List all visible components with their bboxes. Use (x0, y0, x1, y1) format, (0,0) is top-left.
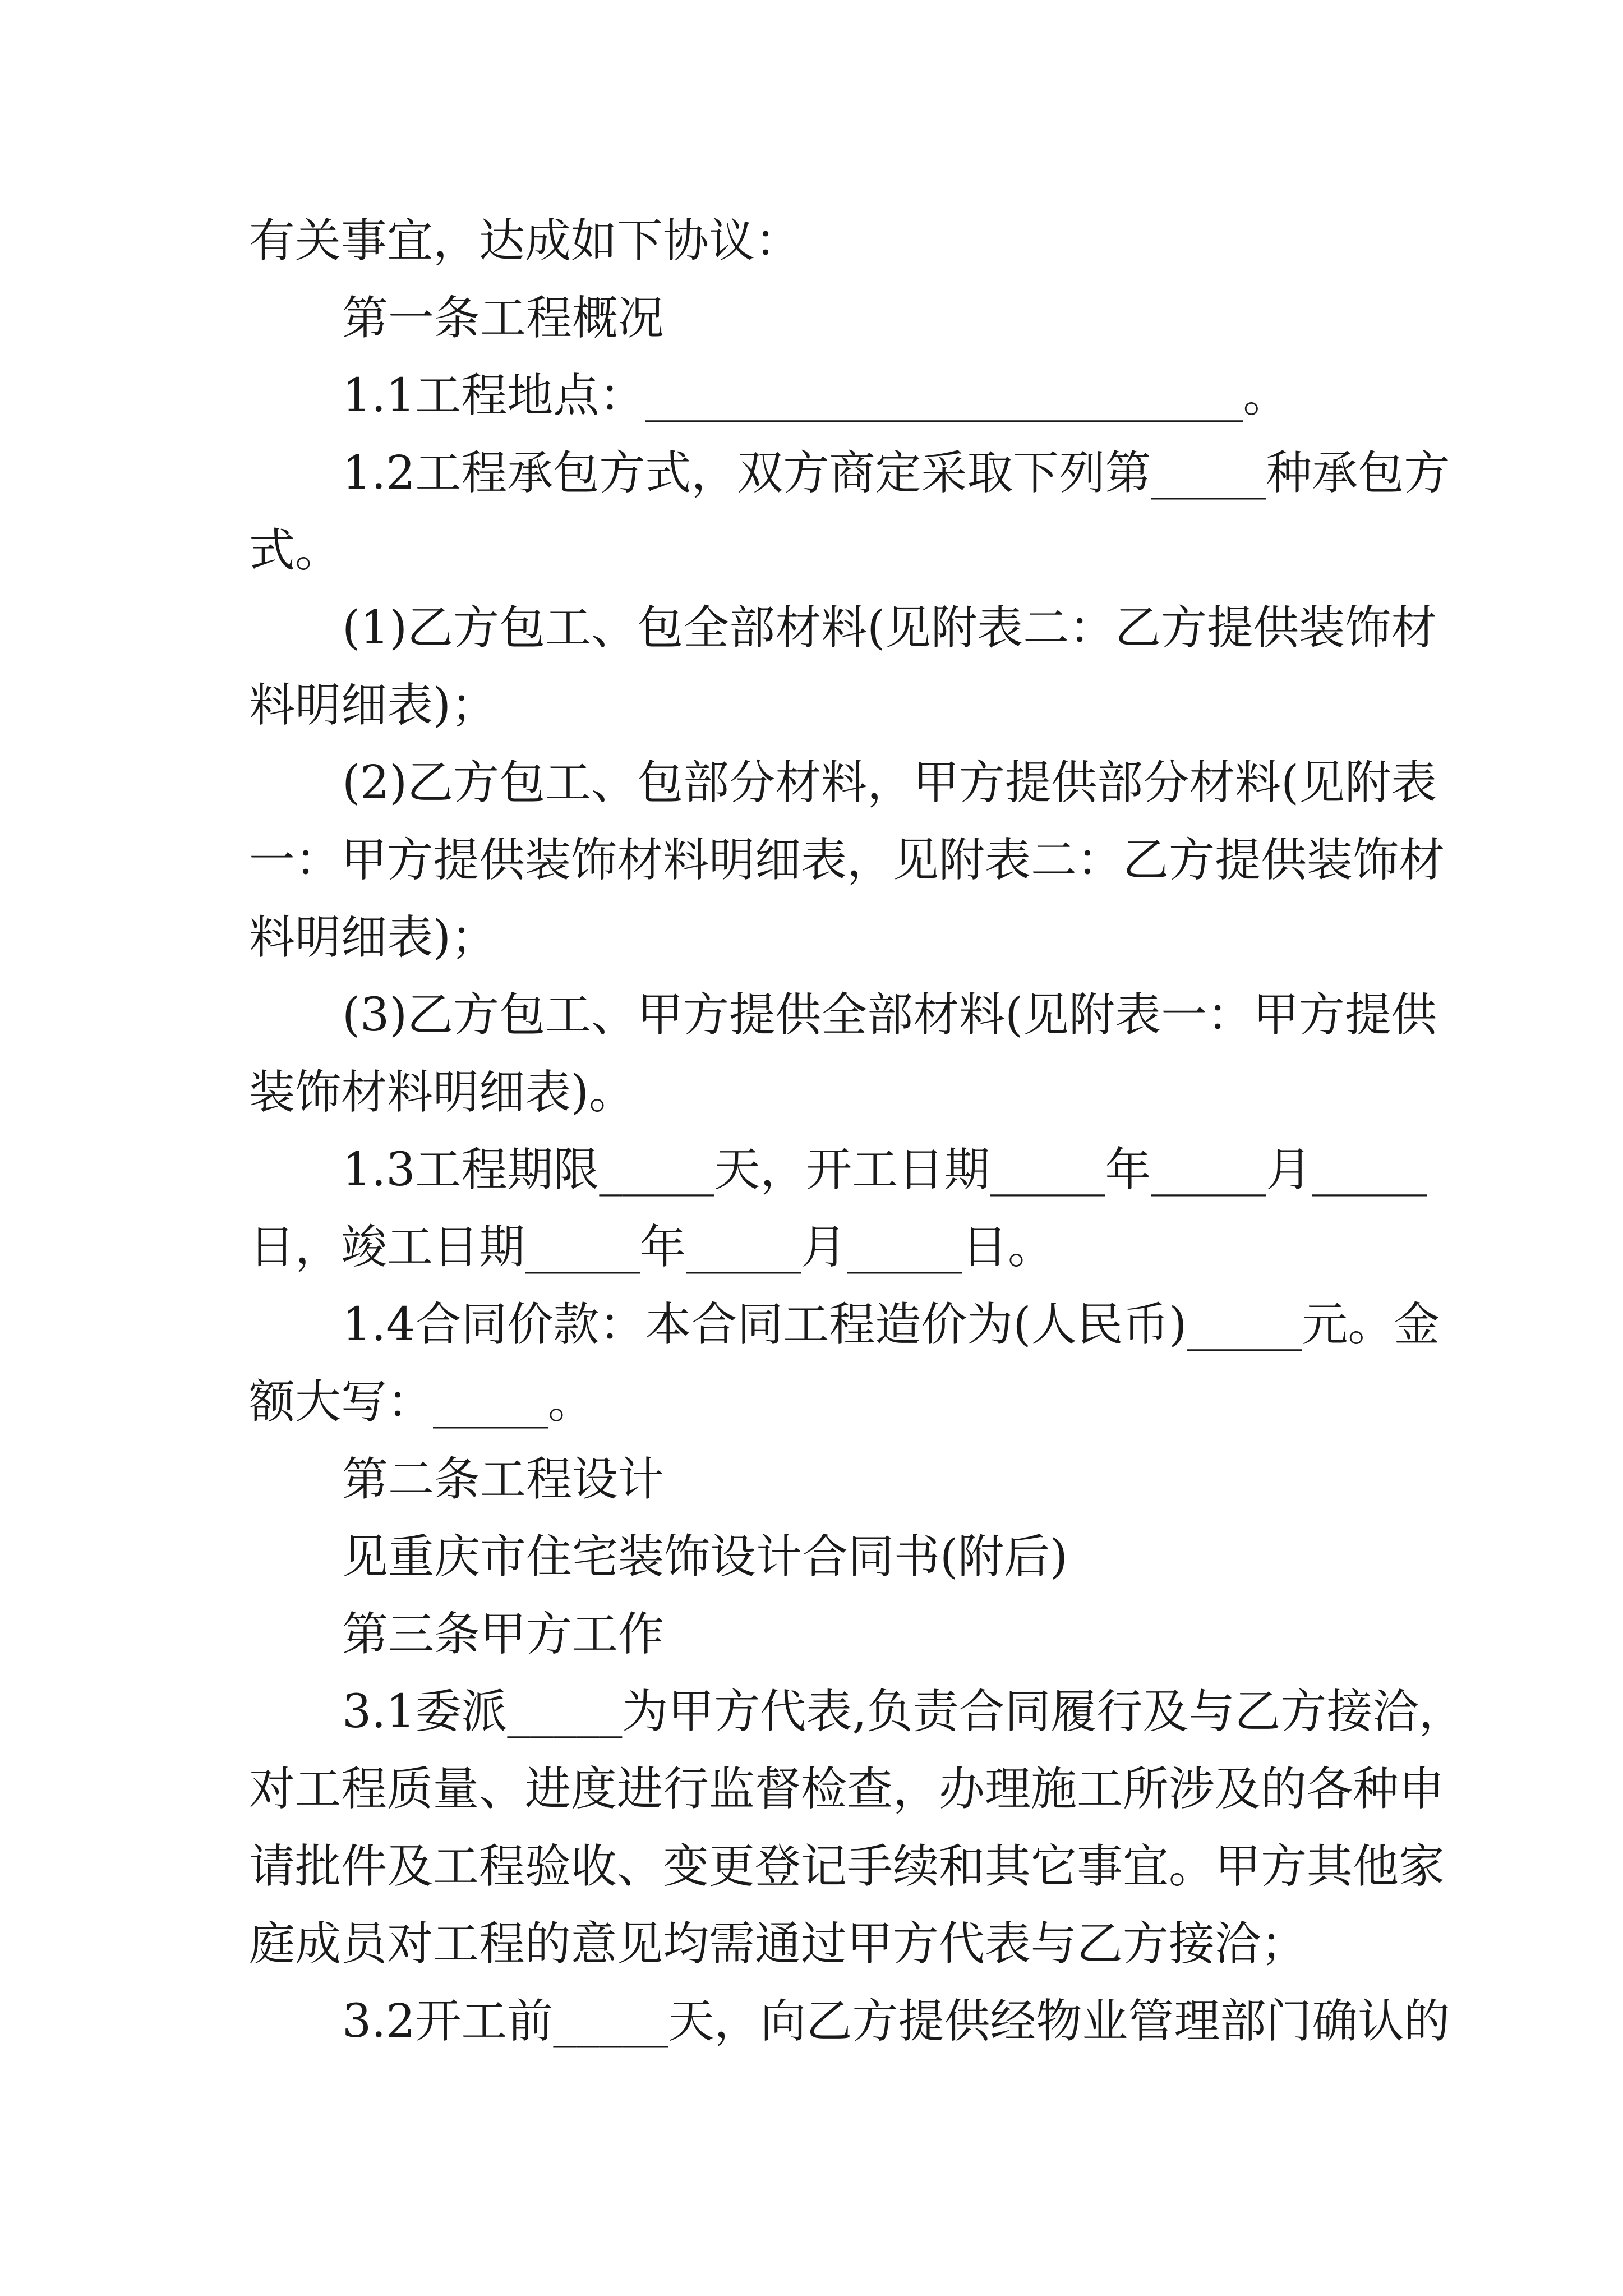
text-line: 见重庆市住宅装饰设计合同书(附后) (342, 1530, 1068, 1584)
text-line: 料明细表)； (249, 679, 497, 732)
text-line: (1)乙方包工、包全部材料(见附表二：乙方提供装饰材 (342, 601, 1437, 655)
text-line: 有关事宜，达成如下协议： (249, 214, 801, 268)
text-line: 日，竣工日期_____年_____月_____日。 (249, 1221, 1054, 1274)
text-line: 料明细表)； (249, 911, 497, 964)
text-line: 对工程质量、进度进行监督检查，办理施工所涉及的各种申 (249, 1763, 1445, 1816)
section-heading: 第二条工程设计 (342, 1453, 665, 1506)
section-heading: 第三条甲方工作 (342, 1608, 665, 1661)
document-page (249, 0, 1465, 2296)
text-line: 一：甲方提供装饰材料明细表，见附表二：乙方提供装饰材 (249, 834, 1445, 887)
section-heading: 第一条工程概况 (342, 292, 665, 345)
text-line: 1.4合同价款：本合同工程造价为(人民币)_____元。金 (342, 1298, 1440, 1351)
text-line: 3.2开工前_____天，向乙方提供经物业管理部门确认的 (342, 1995, 1450, 2048)
text-line: 1.3工程期限_____天，开工日期_____年_____月_____ (342, 1143, 1427, 1197)
text-line: 庭成员对工程的意见均需通过甲方代表与乙方接洽； (249, 1917, 1307, 1971)
text-line: 请批件及工程验收、变更登记手续和其它事宜。甲方其他家 (249, 1840, 1445, 1893)
text-line: 3.1委派_____为甲方代表,负责合同履行及与乙方接洽， (342, 1685, 1465, 1738)
text-line: 1.2工程承包方式，双方商定采取下列第_____种承包方 (342, 447, 1450, 500)
text-line: (2)乙方包工、包部分材料，甲方提供部分材料(见附表 (342, 756, 1437, 809)
text-line: 式。 (249, 524, 342, 577)
text-line: 额大写：_____。 (249, 1375, 594, 1429)
text-line: (3)乙方包工、甲方提供全部材料(见附表一：甲方提供 (342, 988, 1437, 1042)
text-line: 1.1工程地点：__________________________。 (342, 369, 1289, 422)
text-line: 装饰材料明细表)。 (249, 1066, 635, 1119)
